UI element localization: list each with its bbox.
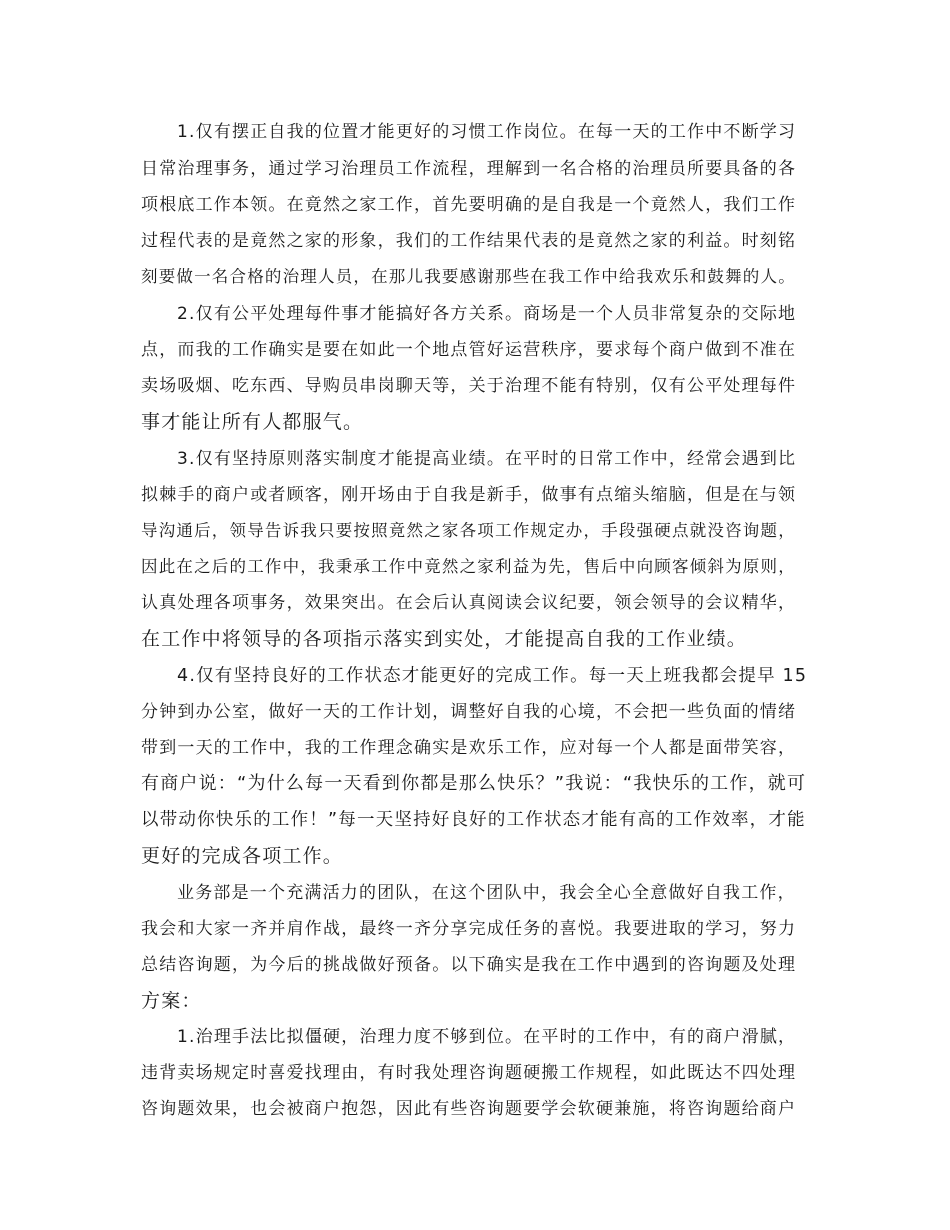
text-line: 拟棘手的商户或者顾客，刚开场由于自我是新手，做事有点缩头缩脑，但是在与领 (141, 485, 797, 505)
text-line: 认真处理各项事务，效果突出。在会后认真阅读会议纪要，领会领导的会议精华， (141, 593, 797, 613)
text-line: 1.仅有摆正自我的位置才能更好的习惯工作岗位。在每一天的工作中不断学习 (177, 122, 797, 142)
text-line: 我会和大家一齐并肩作战，最终一齐分享完成任务的喜悦。我要进取的学习，努力 (141, 919, 797, 939)
text-line: 点，而我的工作确实是要在如此一个地点管好运营秩序，要求每个商户做到不准在 (141, 340, 797, 360)
text-line: 以带动你快乐的工作！”每一天坚持好良好的工作状态才能有高的工作效率，才能 (141, 810, 806, 830)
text-line: 导沟通后，领导告诉我只要按照竟然之家各项工作规定办，手段强硬点就没咨询题， (141, 521, 796, 540)
text-line: 4.仅有坚持良好的工作状态才能更好的完成工作。每一天上班我都会提早 15 (177, 666, 808, 686)
text-line: 分钟到办公室，做好一天的工作计划，调整好自我的心境，不会把一些负面的情绪 (141, 702, 797, 722)
text-line: 日常治理事务，通过学习治理员工作流程，理解到一名合格的治理员所要具备的各 (141, 159, 797, 179)
text-line: 咨询题效果，也会被商户抱怨，因此有些咨询题要学会软硬兼施，将咨询题给商户 (141, 1099, 797, 1119)
text-line: 总结咨询题，为今后的挑战做好预备。以下确实是我在工作中遇到的咨询题及处理 (141, 955, 797, 975)
text-line: 有商户说：“为什么每一天看到你都是那么快乐？”我说：“我快乐的工作，就可 (141, 773, 807, 794)
text-line: 带到一天的工作中，我的工作理念确实是欢乐工作，应对每一个人都是面带笑容， (141, 738, 797, 758)
text-line: 因此在之后的工作中，我秉承工作中竟然之家利益为先，售后中向顾客倾斜为原则， (141, 557, 796, 576)
text-line: 2.仅有公平处理每件事才能搞好各方关系。商场是一个人员非常复杂的交际地 (177, 304, 797, 324)
text-line: 过程代表的是竟然之家的形象，我们的工作结果代表的是竟然之家的利益。时刻铭 (141, 231, 797, 251)
text-line: 违背卖场规定时喜爱找理由，有时我处理咨询题硬搬工作规程，如此既达不四处理 (141, 1063, 797, 1083)
text-line: 刻要做一名合格的治理人员，在那儿我要感谢那些在我工作中给我欢乐和鼓舞的人。 (141, 267, 796, 286)
text-line: 3.仅有坚持原则落实制度才能提高业绩。在平时的日常工作中，经常会遇到比 (177, 449, 797, 469)
text-line: 更好的完成各项工作。 (141, 845, 344, 867)
text-line: 在工作中将领导的各项指示落实到实处，才能提高自我的工作业绩。 (141, 628, 748, 650)
text-line: 事才能让所有人都服气。 (141, 411, 364, 433)
text-line: 业务部是一个充满活力的团队，在这个团队中，我会全心全意做好自我工作， (177, 883, 796, 903)
text-line: 1.治理手法比拟僵硬，治理力度不够到位。在平时的工作中，有的商户滑腻， (177, 1027, 797, 1047)
text-line: 卖场吸烟、吃东西、导购员串岗聊天等，关于治理不能有特别，仅有公平处理每件 (141, 376, 797, 396)
text-line: 方案： (141, 990, 202, 1012)
text-line: 项根底工作本领。在竟然之家工作，首先要明确的是自我是一个竟然人，我们工作 (141, 195, 797, 215)
